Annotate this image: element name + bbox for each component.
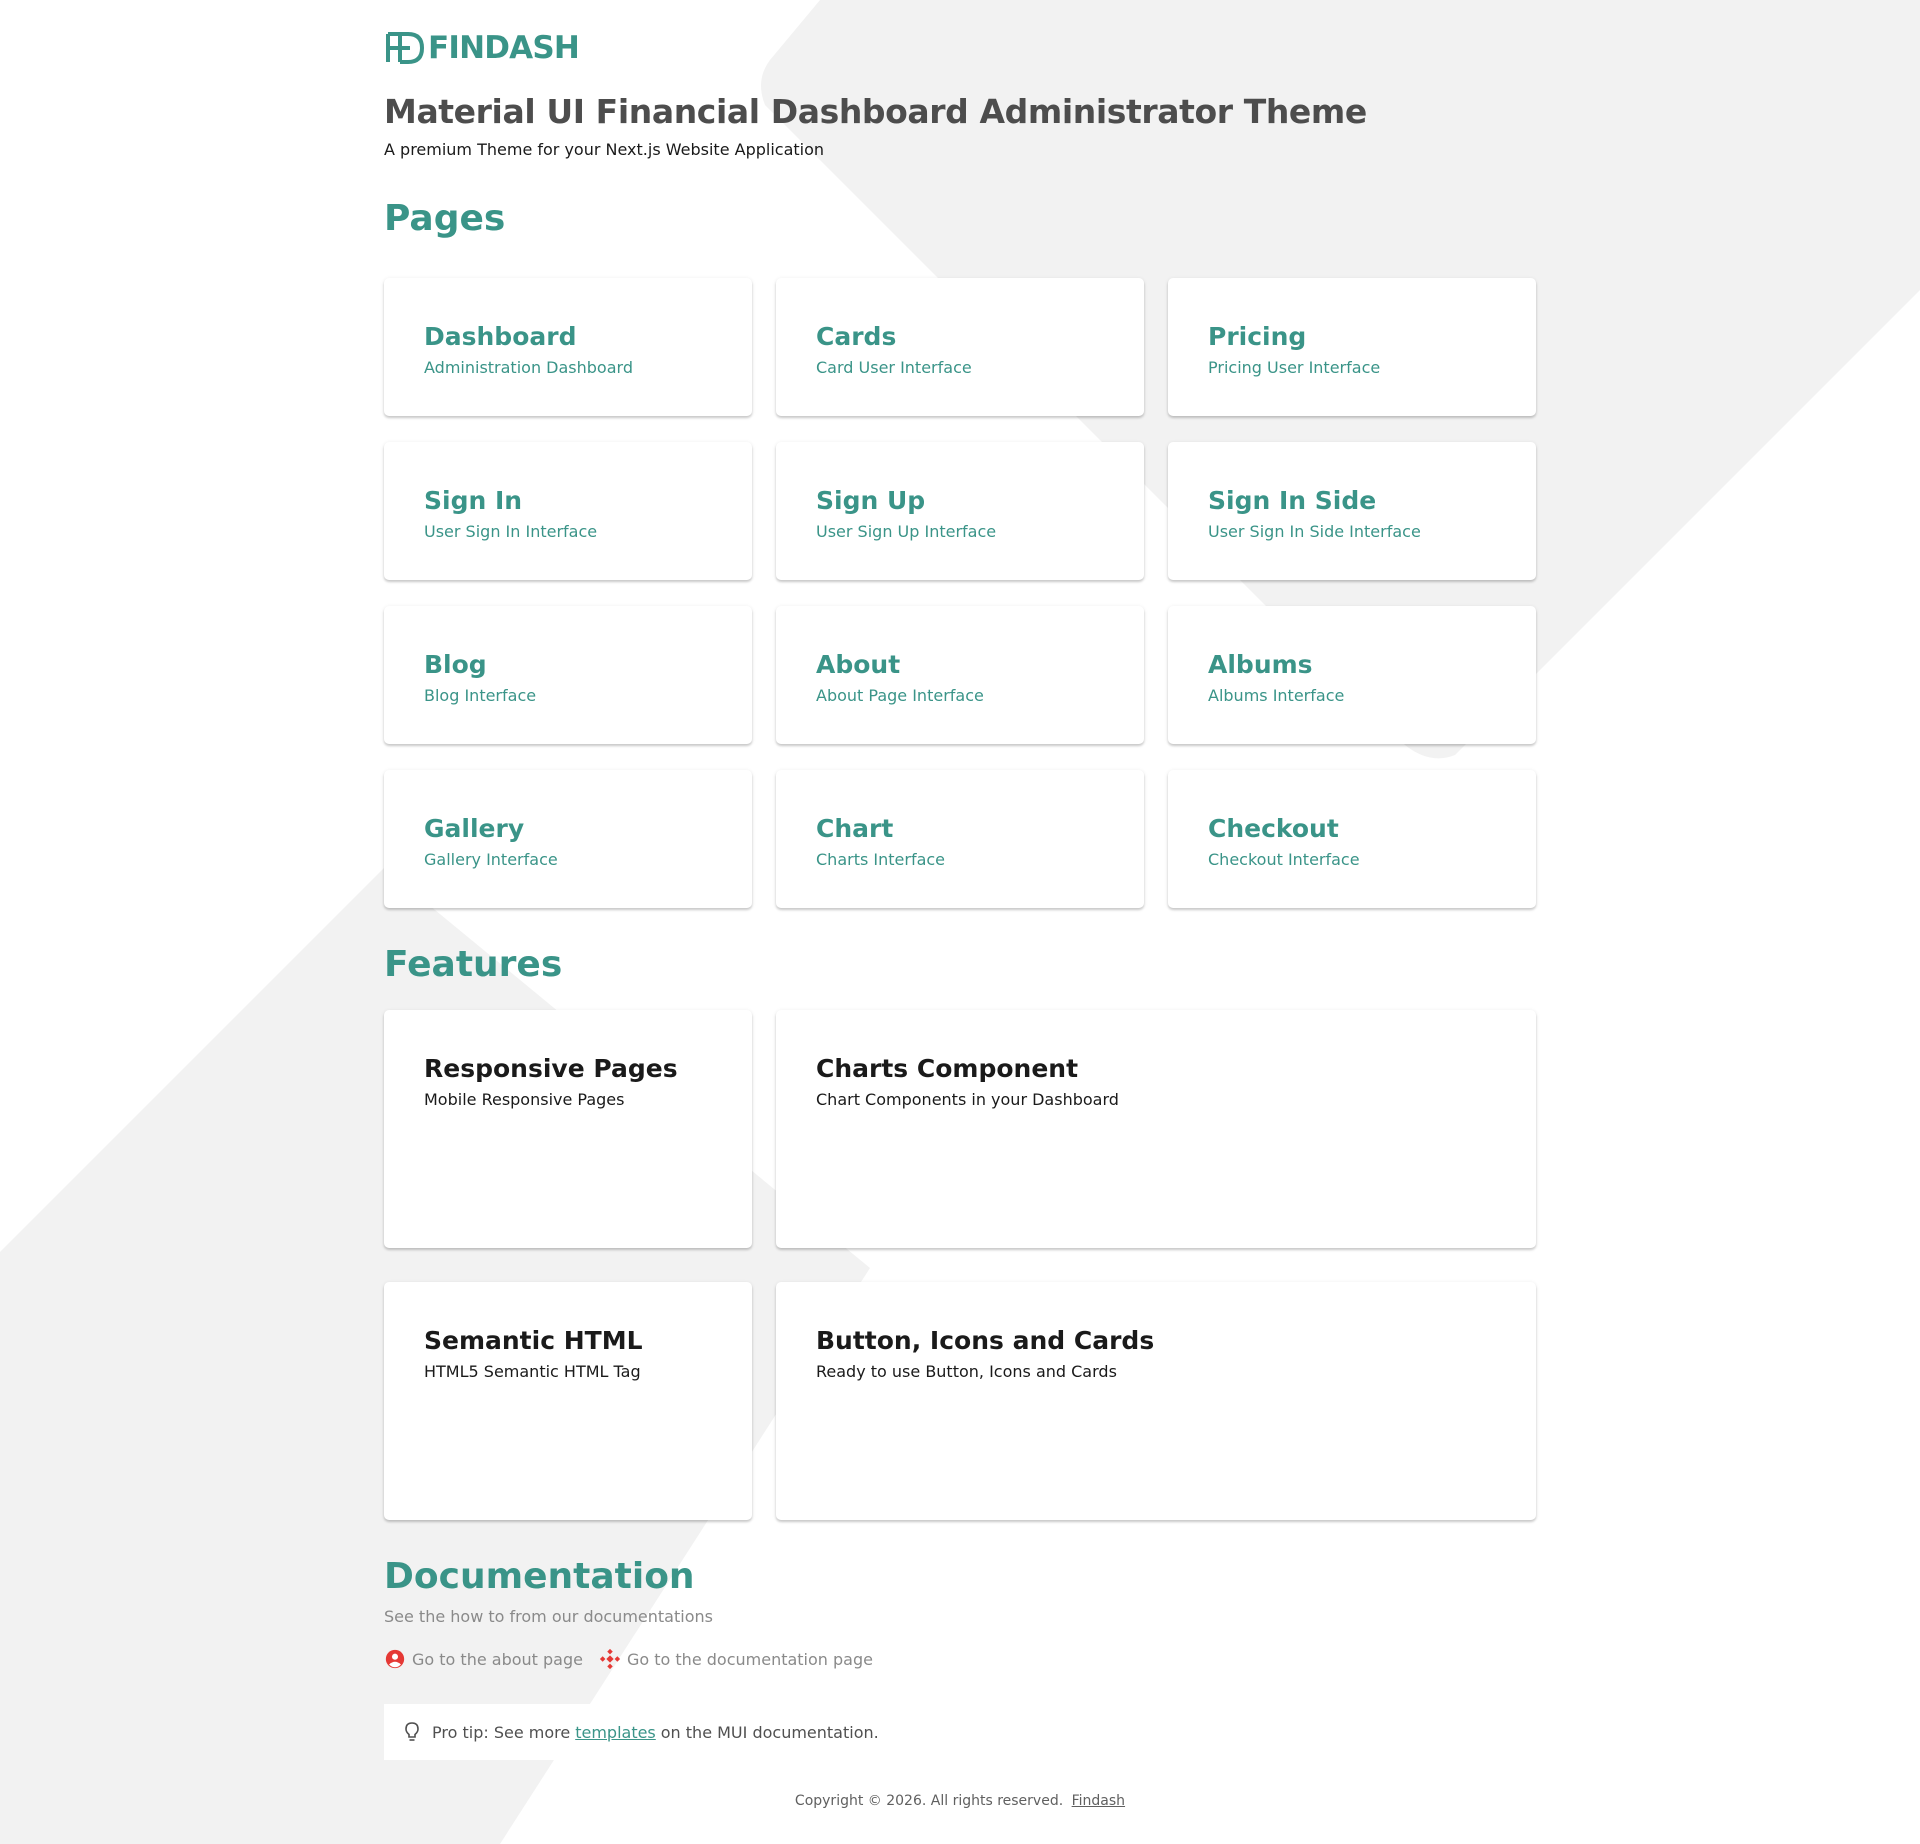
footer (384, 1793, 1536, 1809)
card-subtitle: Blog Interface (424, 686, 537, 705)
card-title: Blog (424, 650, 487, 679)
feature-card-semantic-html[interactable] (384, 1282, 752, 1520)
feature-card-responsive-pages[interactable] (384, 1010, 752, 1248)
card-title: About (816, 650, 901, 679)
card-title: Cards (816, 322, 897, 351)
page-card-sign-in[interactable] (384, 442, 752, 580)
about-page-link[interactable] (384, 1648, 583, 1670)
feature-card-buttons-icons-cards[interactable] (776, 1282, 1536, 1520)
card-subtitle: Checkout Interface (1208, 850, 1360, 869)
card-subtitle: Chart Components in your Dashboard (816, 1090, 1119, 1109)
pro-tip-prefix: Pro tip: See more (432, 1722, 571, 1742)
page-card-dashboard[interactable] (384, 278, 752, 416)
card-subtitle: Charts Interface (816, 850, 946, 869)
card-subtitle: Ready to use Button, Icons and Cards (816, 1362, 1117, 1381)
card-subtitle: Administration Dashboard (424, 358, 633, 377)
documentation-page-link[interactable] (599, 1648, 873, 1670)
templates-link[interactable]: templates (575, 1722, 656, 1742)
about-page-link-label: Go to the about page (412, 1649, 583, 1669)
findash-footer-link[interactable]: Findash (1071, 1793, 1126, 1809)
page-title: Material UI Financial Dashboard Administrator Theme (384, 92, 1367, 131)
documentation-icon (599, 1648, 621, 1670)
page-card-sign-up[interactable] (776, 442, 1144, 580)
copyright-text: Copyright © 2026. All rights reserved. (794, 1793, 1064, 1809)
card-subtitle: About Page Interface (816, 686, 984, 705)
card-title: Sign Up (816, 486, 926, 515)
documentation-heading: Documentation (384, 1556, 695, 1597)
card-title: Albums (1208, 650, 1313, 679)
card-title: Gallery (424, 814, 525, 843)
page-card-pricing[interactable] (1168, 278, 1536, 416)
card-title: Chart (816, 814, 894, 843)
page-card-sign-in-side[interactable] (1168, 442, 1536, 580)
pro-tip (384, 1704, 924, 1760)
card-title: Sign In (424, 486, 523, 515)
card-title: Semantic HTML (424, 1326, 643, 1355)
card-subtitle: Card User Interface (816, 358, 972, 377)
card-title: Responsive Pages (424, 1054, 678, 1083)
feature-card-charts-component[interactable] (776, 1010, 1536, 1248)
pro-tip-suffix: on the MUI documentation. (660, 1722, 879, 1742)
card-subtitle: User Sign In Side Interface (1208, 522, 1421, 541)
card-title: Sign In Side (1208, 486, 1377, 515)
card-subtitle: User Sign In Interface (424, 522, 598, 541)
page-card-checkout[interactable] (1168, 770, 1536, 908)
account-circle-icon (384, 1648, 406, 1670)
page-card-albums[interactable] (1168, 606, 1536, 744)
card-subtitle: Albums Interface (1208, 686, 1345, 705)
pages-heading: Pages (384, 198, 506, 239)
card-subtitle: Pricing User Interface (1208, 358, 1381, 377)
card-title: Pricing (1208, 322, 1307, 351)
findash-logo-icon (384, 30, 426, 66)
card-title: Button, Icons and Cards (816, 1326, 1155, 1355)
card-title: Dashboard (424, 322, 577, 351)
page-card-chart[interactable] (776, 770, 1144, 908)
card-subtitle: Mobile Responsive Pages (424, 1090, 625, 1109)
card-subtitle: User Sign Up Interface (816, 522, 997, 541)
card-subtitle: HTML5 Semantic HTML Tag (424, 1362, 641, 1381)
lightbulb-icon (402, 1721, 422, 1743)
documentation-links (384, 1648, 889, 1670)
page-card-about[interactable] (776, 606, 1144, 744)
card-subtitle: Gallery Interface (424, 850, 558, 869)
page-card-cards[interactable] (776, 278, 1144, 416)
card-title: Charts Component (816, 1054, 1079, 1083)
page-subtitle: A premium Theme for your Next.js Website Application (384, 140, 825, 159)
documentation-page-link-label: Go to the documentation page (626, 1649, 873, 1669)
logo[interactable] (384, 30, 579, 66)
page-card-blog[interactable] (384, 606, 752, 744)
card-title: Checkout (1208, 814, 1339, 843)
features-heading: Features (384, 944, 563, 985)
page-card-gallery[interactable] (384, 770, 752, 908)
brand-name: FINDASH (428, 30, 580, 66)
documentation-subtitle: See the how to from our documentations (384, 1607, 713, 1626)
